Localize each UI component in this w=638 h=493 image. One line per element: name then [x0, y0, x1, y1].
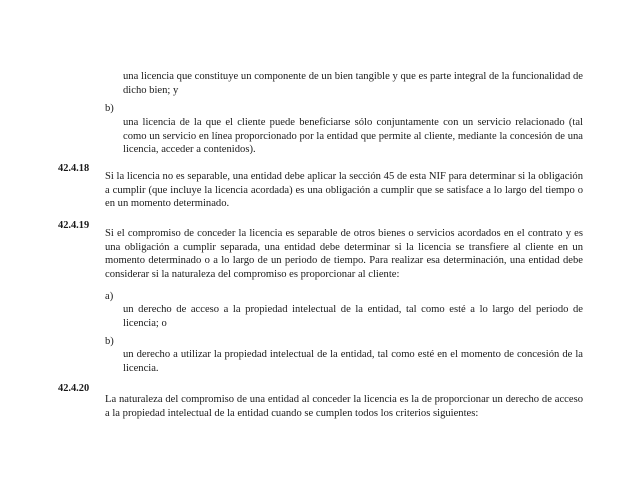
- section-42-4-18-text: Si la licencia no es separable, una entidad debe aplicar la sección 45 de esta NIF para determinar si la obligación a cumplir (que incluye la licencia acordada) es una obligación a cumplir que se satisface a lo largo del tiempo o en un momento determinado.: [105, 171, 583, 210]
- section-42-4-19-text: Si el compromiso de conceder la licencia es separable de otros bienes o servicios acordados en el contrato y es una obligación a cumplir separada, una entidad debe determinar si la licencia se transfiere al cliente en un momento determinado o a lo largo de un periodo de tiempo. Para realizar esa determinación, una entidad debe considerar si la naturaleza del compromiso es proporcionar al cliente:: [105, 228, 583, 280]
- list-item-a-text: un derecho de acceso a la propiedad intelectual de la entidad, tal como esté a lo largo del periodo de licencia; o: [123, 304, 583, 329]
- list-marker-b-second: b): [105, 336, 114, 347]
- section-42-4-20-text: La naturaleza del compromiso de una entidad al conceder la licencia es la de proporcionar un derecho de acceso a la propiedad intelectual de la entidad cuando se cumplen todos los criterios siguientes:: [105, 394, 583, 419]
- section-number-42-4-18: 42.4.18: [58, 163, 90, 174]
- list-marker-b: b): [105, 103, 114, 114]
- list-item-b-text: una licencia de la que el cliente puede beneficiarse sólo conjuntamente con un servicio relacionado (tal como un servicio en línea proporcionado por la entidad que permite al cliente, mediante la concesión de una licencia, acceder a contenidos).: [123, 117, 583, 156]
- section-number-42-4-19: 42.4.19: [58, 220, 90, 231]
- list-item-continued-text: una licencia que constituye un componente de un bien tangible y que es parte integral de la funcionalidad de dicho bien; y: [123, 71, 583, 96]
- section-number-42-4-20: 42.4.20: [58, 383, 90, 394]
- list-marker-a: a): [105, 291, 114, 302]
- list-item-b-second-text: un derecho a utilizar la propiedad intelectual de la entidad, tal como esté en el momento de concesión de la licencia.: [123, 349, 583, 374]
